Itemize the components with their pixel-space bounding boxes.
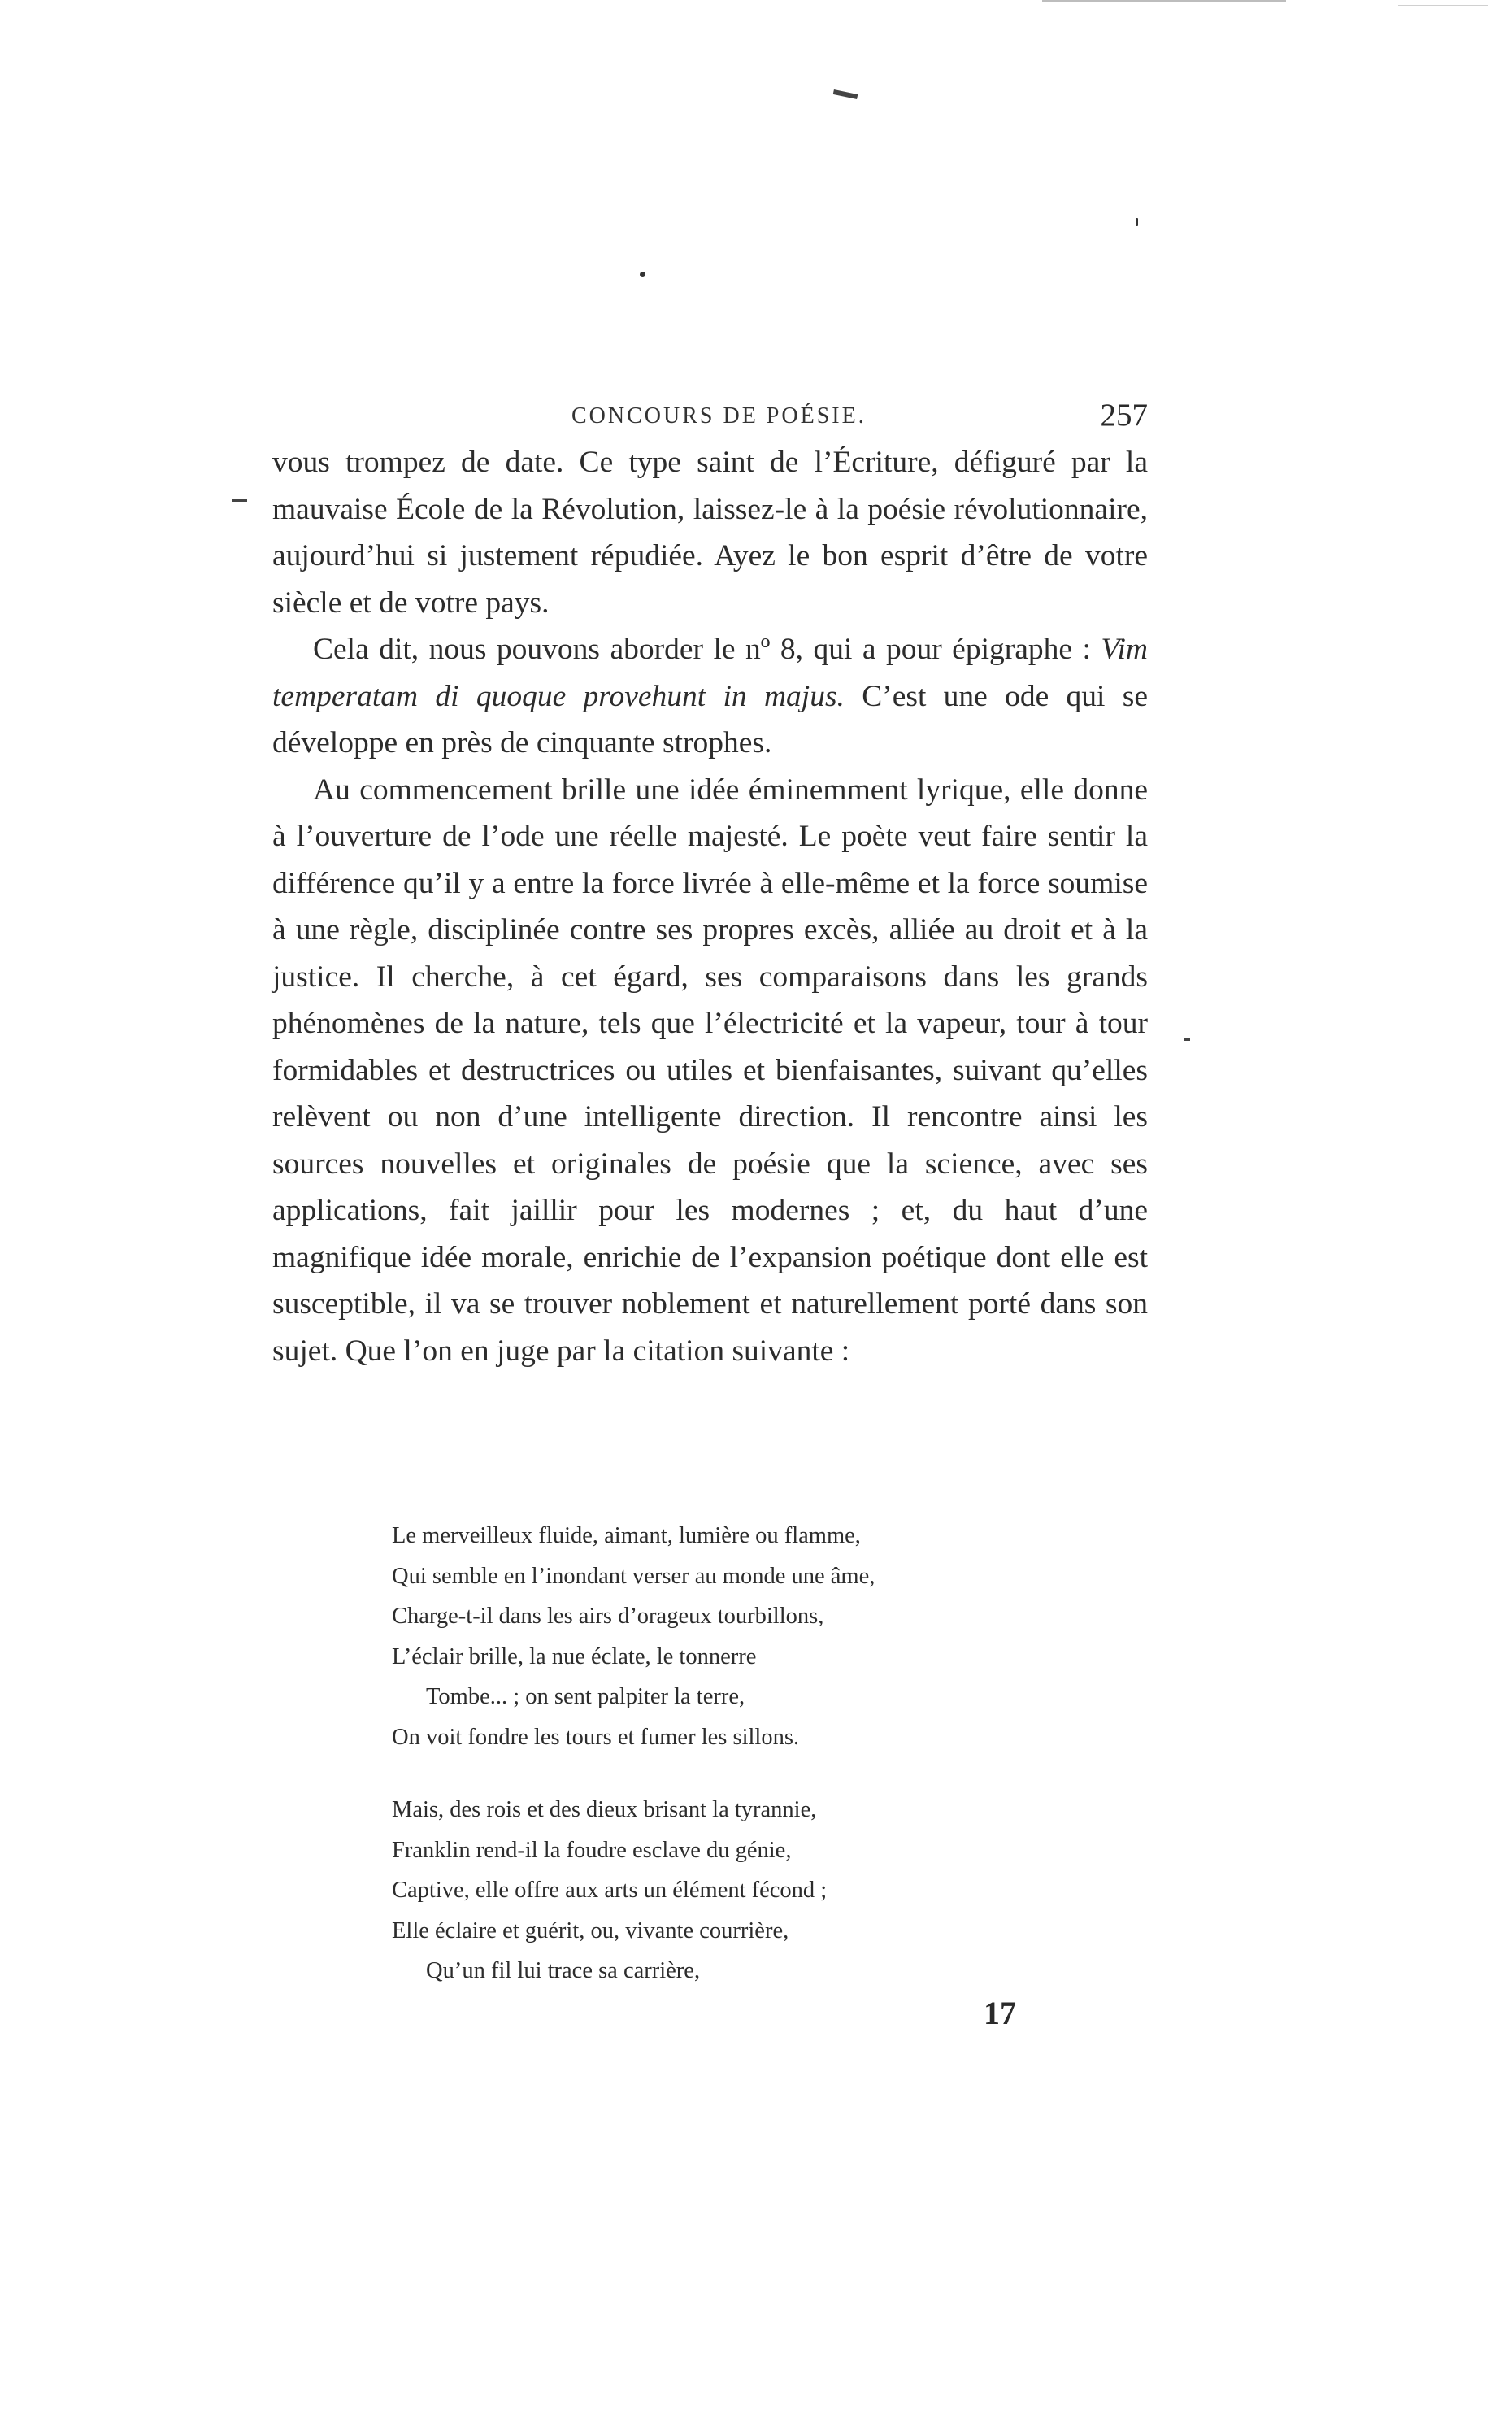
scan-artifact-line [1042, 0, 1286, 2]
paragraph: vous trompez de date. Ce type saint de l’Écriture, défiguré par la mauvaise École de la Révolution, laissez-le à la poésie révolutionnaire, aujourd’hui si justement répudiée. Ayez le bon esprit d’être de votre siècle et de votre pays. [272, 446, 1148, 620]
running-title: CONCOURS DE POÉSIE. [571, 403, 867, 429]
verse-line: Charge-t-il dans les airs d’orageux tourbillons, [392, 1604, 824, 1629]
verse-line: Mais, des rois et des dieux brisant la tyrannie, [392, 1797, 817, 1822]
verse-line: Captive, elle offre aux arts un élément fécond ; [392, 1878, 828, 1903]
scan-artifact-mark [833, 89, 858, 99]
paragraph: Au commencement brille une idée éminemment lyrique, elle donne à l’ouverture de l’ode une réelle majesté. Le poète veut faire sentir la différence qu’il y a entre la force livrée à elle-même et la force soumise à une règle, disciplinée contre ses propres excès, alliée au droit et à la justice. Il cherche, à cet égard, ses comparaisons dans les grands phénomènes de la nature, tels que l’électricité et la vapeur, tour à tour formidables et destructrices ou utiles et bienfaisantes, suivant qu’elles relèvent ou non d’une intelligente direction. Il rencontre ainsi les sources nouvelles et originales de poésie que la science, avec ses applications, fait jaillir pour les modernes ; et, du haut d’une magnifique idée morale, enrichie de l’expansion poétique dont elle est susceptible, il va se trouver noblement et naturellement porté dans son sujet. Que l’on en juge par la citation suivante : [272, 773, 1148, 1368]
verse-stanza [392, 1516, 1091, 1757]
verse-line: Le merveilleux fluide, aimant, lumière ou flamme, [392, 1523, 861, 1548]
verse-line: Qu’un fil lui trace sa carrière, [426, 1958, 701, 1983]
signature-mark: 17 [984, 1995, 1016, 2031]
scan-artifact-mark [232, 499, 247, 502]
page-number: 257 [1100, 398, 1148, 433]
scan-artifact-line [1398, 5, 1488, 6]
verse-line: Tombe... ; on sent palpiter la terre, [426, 1684, 745, 1709]
body-text [272, 439, 1148, 1374]
paragraph-text: Cela dit, nous pouvons aborder le nº 8, qui a pour épigraphe : [313, 633, 1101, 666]
scan-artifact-mark [1184, 1038, 1190, 1041]
verse-line: On voit fondre les tours et fumer les sillons. [392, 1724, 800, 1750]
scan-artifact-speck [640, 272, 645, 277]
verse-line: L’éclair brille, la nue éclate, le tonnerre [392, 1643, 757, 1669]
epigraph: Vim temperatam di quoque provehunt in majus. [272, 633, 1148, 713]
verse-line: Qui semble en l’inondant verser au monde une âme, [392, 1563, 875, 1589]
verse-line: Franklin rend-il la foudre esclave du génie, [392, 1837, 792, 1863]
verse-stanza [392, 1790, 1091, 1991]
verse-line: Elle éclaire et guérit, ou, vivante courrière, [392, 1917, 789, 1943]
paragraph [272, 626, 1148, 767]
running-head [272, 397, 1148, 437]
paragraph-text: C’est une ode qui se développe en près de cinquante strophes. [272, 679, 1148, 759]
scan-artifact-speck [1136, 218, 1138, 226]
